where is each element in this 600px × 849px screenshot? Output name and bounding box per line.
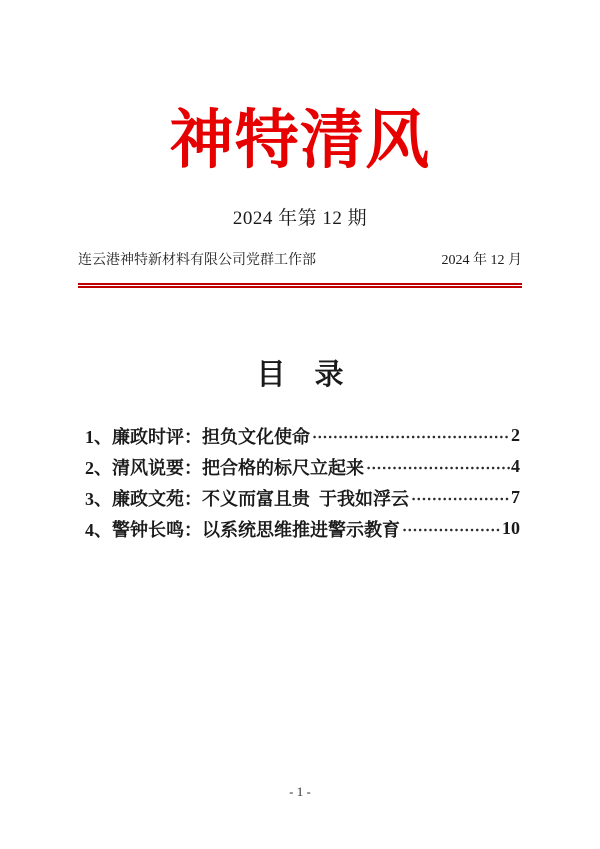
red-divider-rule — [78, 283, 522, 288]
toc-item-page: 2 — [511, 425, 520, 445]
toc-list — [85, 420, 520, 544]
toc-item-text: 1、廉政时评：担负文化使命 — [85, 426, 310, 447]
toc-item — [85, 451, 520, 482]
toc-item-text: 4、警钟长鸣：以系统思维推进警示教育 — [85, 519, 400, 540]
toc-item — [85, 513, 520, 544]
toc-item — [85, 482, 520, 513]
page-number-footer: - 1 - — [289, 784, 311, 799]
toc-item-page: 10 — [502, 518, 520, 538]
toc-item — [85, 420, 520, 451]
masthead-row — [78, 251, 522, 270]
toc-item-page: 7 — [511, 487, 520, 507]
toc-item-page: 4 — [511, 456, 520, 476]
masthead-date: 2024 年 12 月 — [441, 253, 522, 268]
dot-leader — [402, 521, 501, 539]
toc-heading: 目 录 — [256, 359, 344, 391]
dot-leader — [312, 428, 510, 446]
dot-leader — [366, 459, 510, 477]
page-title: 神特清风 — [169, 105, 431, 176]
masthead-department: 连云港神特新材料有限公司党群工作部 — [78, 253, 316, 268]
issue-line: 2024 年第 12 期 — [232, 208, 368, 229]
dot-leader — [411, 490, 510, 508]
toc-item-text: 3、廉政文苑：不义而富且贵 于我如浮云 — [85, 488, 409, 509]
toc-item-text: 2、清风说要：把合格的标尺立起来 — [85, 457, 364, 478]
